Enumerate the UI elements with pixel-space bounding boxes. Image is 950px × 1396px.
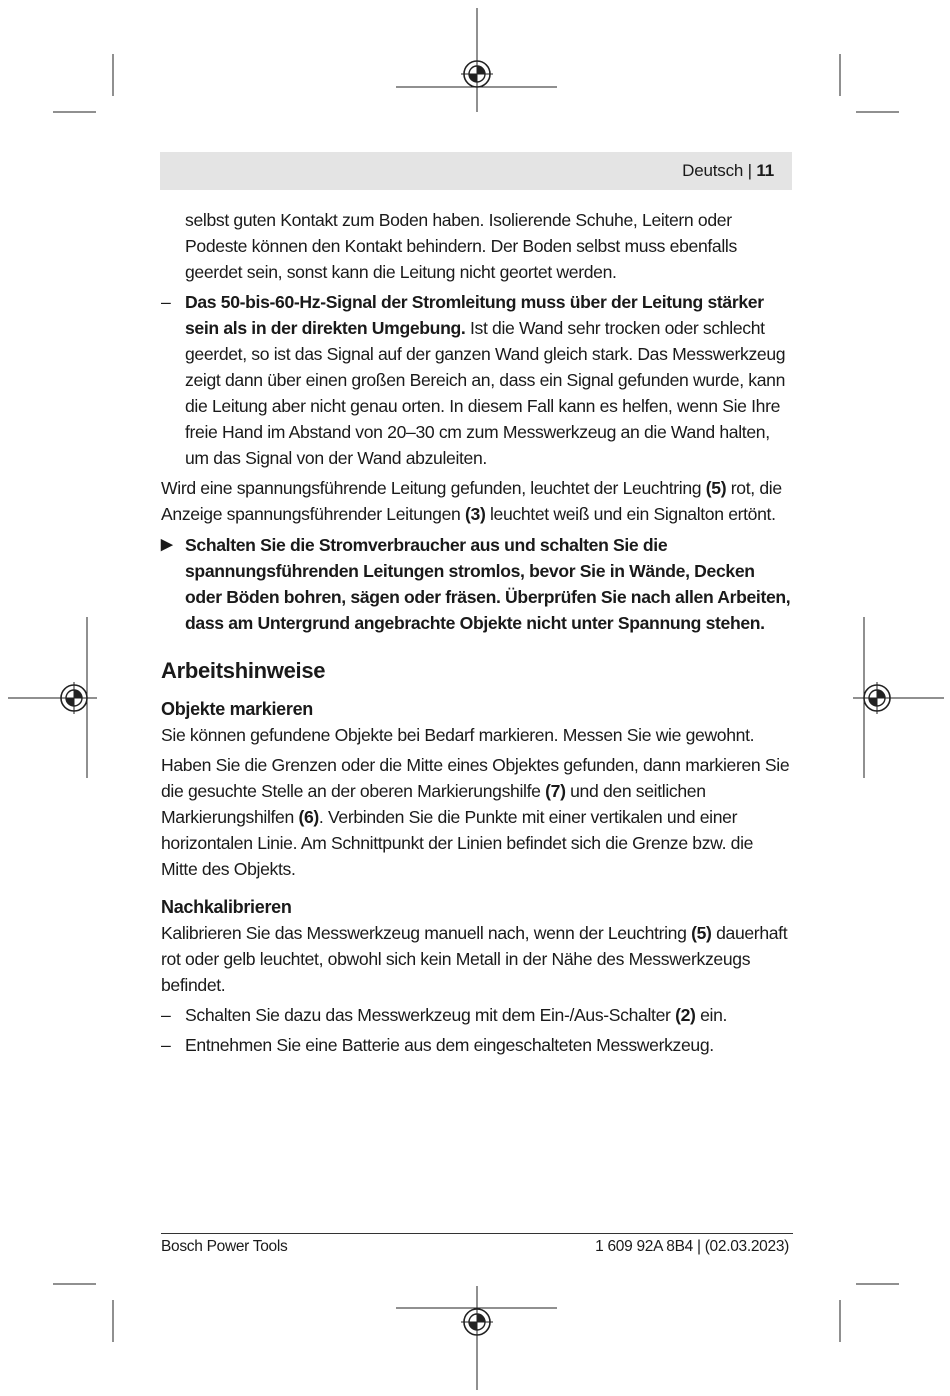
reference-number: (3)	[465, 504, 486, 524]
registration-target-icon	[861, 682, 893, 714]
subsection-title: Nachkalibrieren	[161, 897, 292, 917]
registration-target-icon	[58, 682, 90, 714]
text-run: . Verbinden Sie die Punkte mit einer vertikalen und einer horizontalen Linie. Am Schnittpunkt der Linien befindet sich die Grenze bzw. die Mitte des Objekts.	[161, 807, 754, 879]
warning-text: Schalten Sie die Stromverbraucher aus und schalten Sie die spannungsführenden Leitungen stromlos, bevor Sie in Wände, Decken oder Böden bohren, sägen oder fräsen. Überprüfen Sie nach allen Arbeiten, dass am Untergrund angebrachte Objekte nicht unter Spannung stehen.	[185, 535, 791, 633]
reference-number: (5)	[705, 478, 727, 498]
header-text	[682, 161, 774, 181]
text-run: ein.	[695, 1005, 728, 1025]
subsection-title: Objekte markieren	[161, 699, 313, 719]
registration-target-icon	[461, 1306, 493, 1338]
paragraph-markieren	[161, 752, 793, 882]
list-item-text: Entnehmen Sie eine Batterie aus dem eingeschalteten Messwerkzeug.	[185, 1035, 714, 1055]
reference-number: (5)	[691, 923, 712, 943]
text-run: Kalibrieren Sie das Messwerkzeug manuell nach, wenn der Leuchtring	[161, 923, 692, 943]
list-item	[161, 1032, 793, 1058]
text-run: und den seitlichen Markierungshilfen	[161, 781, 706, 827]
footer-brand: Bosch Power Tools	[161, 1238, 288, 1255]
dash-marker: –	[161, 292, 171, 312]
dash-marker: –	[161, 1035, 171, 1055]
reference-number: (7)	[545, 781, 566, 801]
safety-warning	[161, 532, 793, 636]
list-item-text: Ist die Wand sehr trocken oder schlecht geerdet, so ist das Signal auf der ganzen Wand gleich stark. Das Messwerkzeug zeigt dann über einen großen Bereich an, dass ein Signal gefunden wurde, kann die Leitung aber nicht genau orten. In diesem Fall kann es helfen, wenn Sie Ihre freie Hand im Abstand von 20–30 cm zum Messwerkzeug an die Wand halten, um das Signal von der Wand abzuleiten.	[185, 318, 786, 468]
continuation-paragraph: selbst guten Kontakt zum Boden haben. Isolierende Schuhe, Leitern oder Podeste können den Kontakt behindern. Der Boden selbst muss ebenfalls geerdet sein, sonst kann die Leitung nicht geortet werden.	[185, 210, 737, 282]
reference-number: (6)	[298, 807, 319, 827]
paragraph: Sie können gefundene Objekte bei Bedarf markieren. Messen Sie wie gewohnt.	[161, 725, 755, 745]
section-title: Arbeitshinweise	[161, 658, 326, 683]
bold-lead: Das 50-bis-60-Hz-Signal der Stromleitung muss über der Leitung stärker sein als in der direkten Umgebung.	[185, 292, 764, 338]
page-number: 11	[756, 161, 774, 180]
footer-doc-id: 1 609 92A 8B4 | (02.03.2023)	[595, 1238, 789, 1255]
paragraph-kalibrieren	[161, 920, 793, 998]
text-run: leuchtet weiß und ein Signalton ertönt.	[485, 504, 776, 524]
page-content	[161, 207, 793, 1058]
text-run: Wird eine spannungsführende Leitung gefunden, leuchtet der Leuchtring	[161, 478, 706, 498]
paragraph-leitung-gefunden	[161, 475, 793, 527]
page-header	[160, 152, 792, 190]
text-run: Haben Sie die Grenzen oder die Mitte eines Objektes gefunden, dann markieren Sie die gesuchte Stelle an der oberen Markierungshilfe	[161, 755, 790, 801]
triangle-right-icon: ▶	[161, 536, 173, 553]
reference-number: (2)	[675, 1005, 696, 1025]
text-run: Schalten Sie dazu das Messwerkzeug mit dem Ein-/Aus-Schalter	[185, 1005, 676, 1025]
dash-marker: –	[161, 1005, 171, 1025]
text-run: dauerhaft rot oder gelb leuchtet, obwohl sich kein Metall in der Nähe des Messwerkzeugs befindet.	[161, 923, 788, 995]
header-separator: |	[747, 161, 752, 180]
list-item	[161, 289, 793, 471]
page-footer	[161, 1233, 793, 1255]
text-run: rot, die Anzeige spannungsführender Leitungen	[161, 478, 782, 524]
registration-target-icon	[461, 58, 493, 90]
list-item	[161, 1002, 793, 1028]
header-language: Deutsch	[682, 161, 744, 180]
